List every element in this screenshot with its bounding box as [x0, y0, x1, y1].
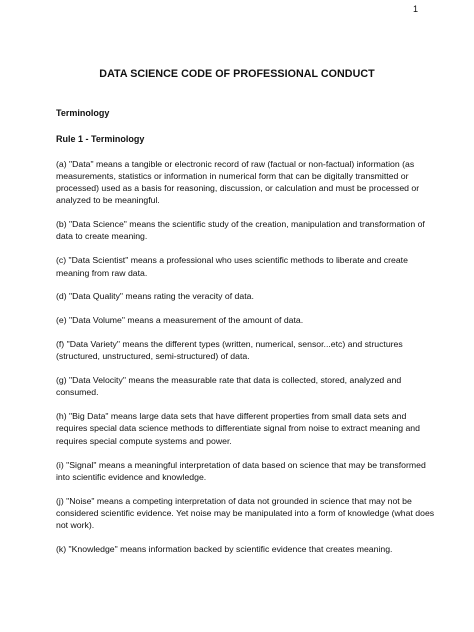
definition-data: (a) "Data" means a tangible or electronic record of raw (factual or non-factual) information (as measurements, statistics or information in numerical form that can be digitally transmitted or processed) used as a basis for reasoning, discussion, or calculation and must be processed or analyzed to be meaningful.	[56, 158, 420, 206]
definition-knowledge: (k) "Knowledge" means information backed by scientific evidence that creates meaning.	[56, 544, 393, 555]
definition-data-quality: (d) "Data Quality" means rating the veracity of data.	[56, 291, 254, 302]
document-body	[56, 107, 436, 567]
definition-data-variety: (f) "Data Variety" means the different types (written, numerical, sensor...etc) and structures (structured, unstructured, semi-structured) of data.	[56, 338, 403, 362]
definition-data-velocity: (g) "Data Velocity" means the measurable rate that data is collected, stored, analyzed and consumed.	[56, 375, 402, 398]
rule-heading: Rule 1 - Terminology	[56, 133, 145, 144]
definition-data-volume: (e) "Data Volume" means a measurement of the amount of data.	[56, 315, 304, 326]
section-heading: Terminology	[56, 108, 110, 118]
definition-signal: (i) "Signal" means a meaningful interpretation of data based on science that may be transformed into scientific evidence and knowledge.	[56, 459, 426, 482]
document-title: DATA SCIENCE CODE OF PROFESSIONAL CONDUCT	[99, 68, 375, 80]
definition-data-scientist: (c) "Data Scientist" means a professional who uses scientific methods to liberate and create meaning from raw data.	[56, 255, 408, 278]
page-number: 1	[412, 4, 418, 14]
definition-big-data: (h) "Big Data" means large data sets that have different properties from small data sets and requires special data science methods to differentiate signal from noise to extract meaning and requires special compute systems and power.	[56, 411, 420, 446]
definition-noise: (j) "Noise" means a competing interpretation of data not grounded in science that may not be considered scientific evidence. Yet noise may be manipulated into a form of knowledge (what does not work).	[56, 495, 435, 531]
definition-data-science: (b) "Data Science" means the scientific study of the creation, manipulation and transformation of data to create meaning.	[56, 219, 425, 242]
